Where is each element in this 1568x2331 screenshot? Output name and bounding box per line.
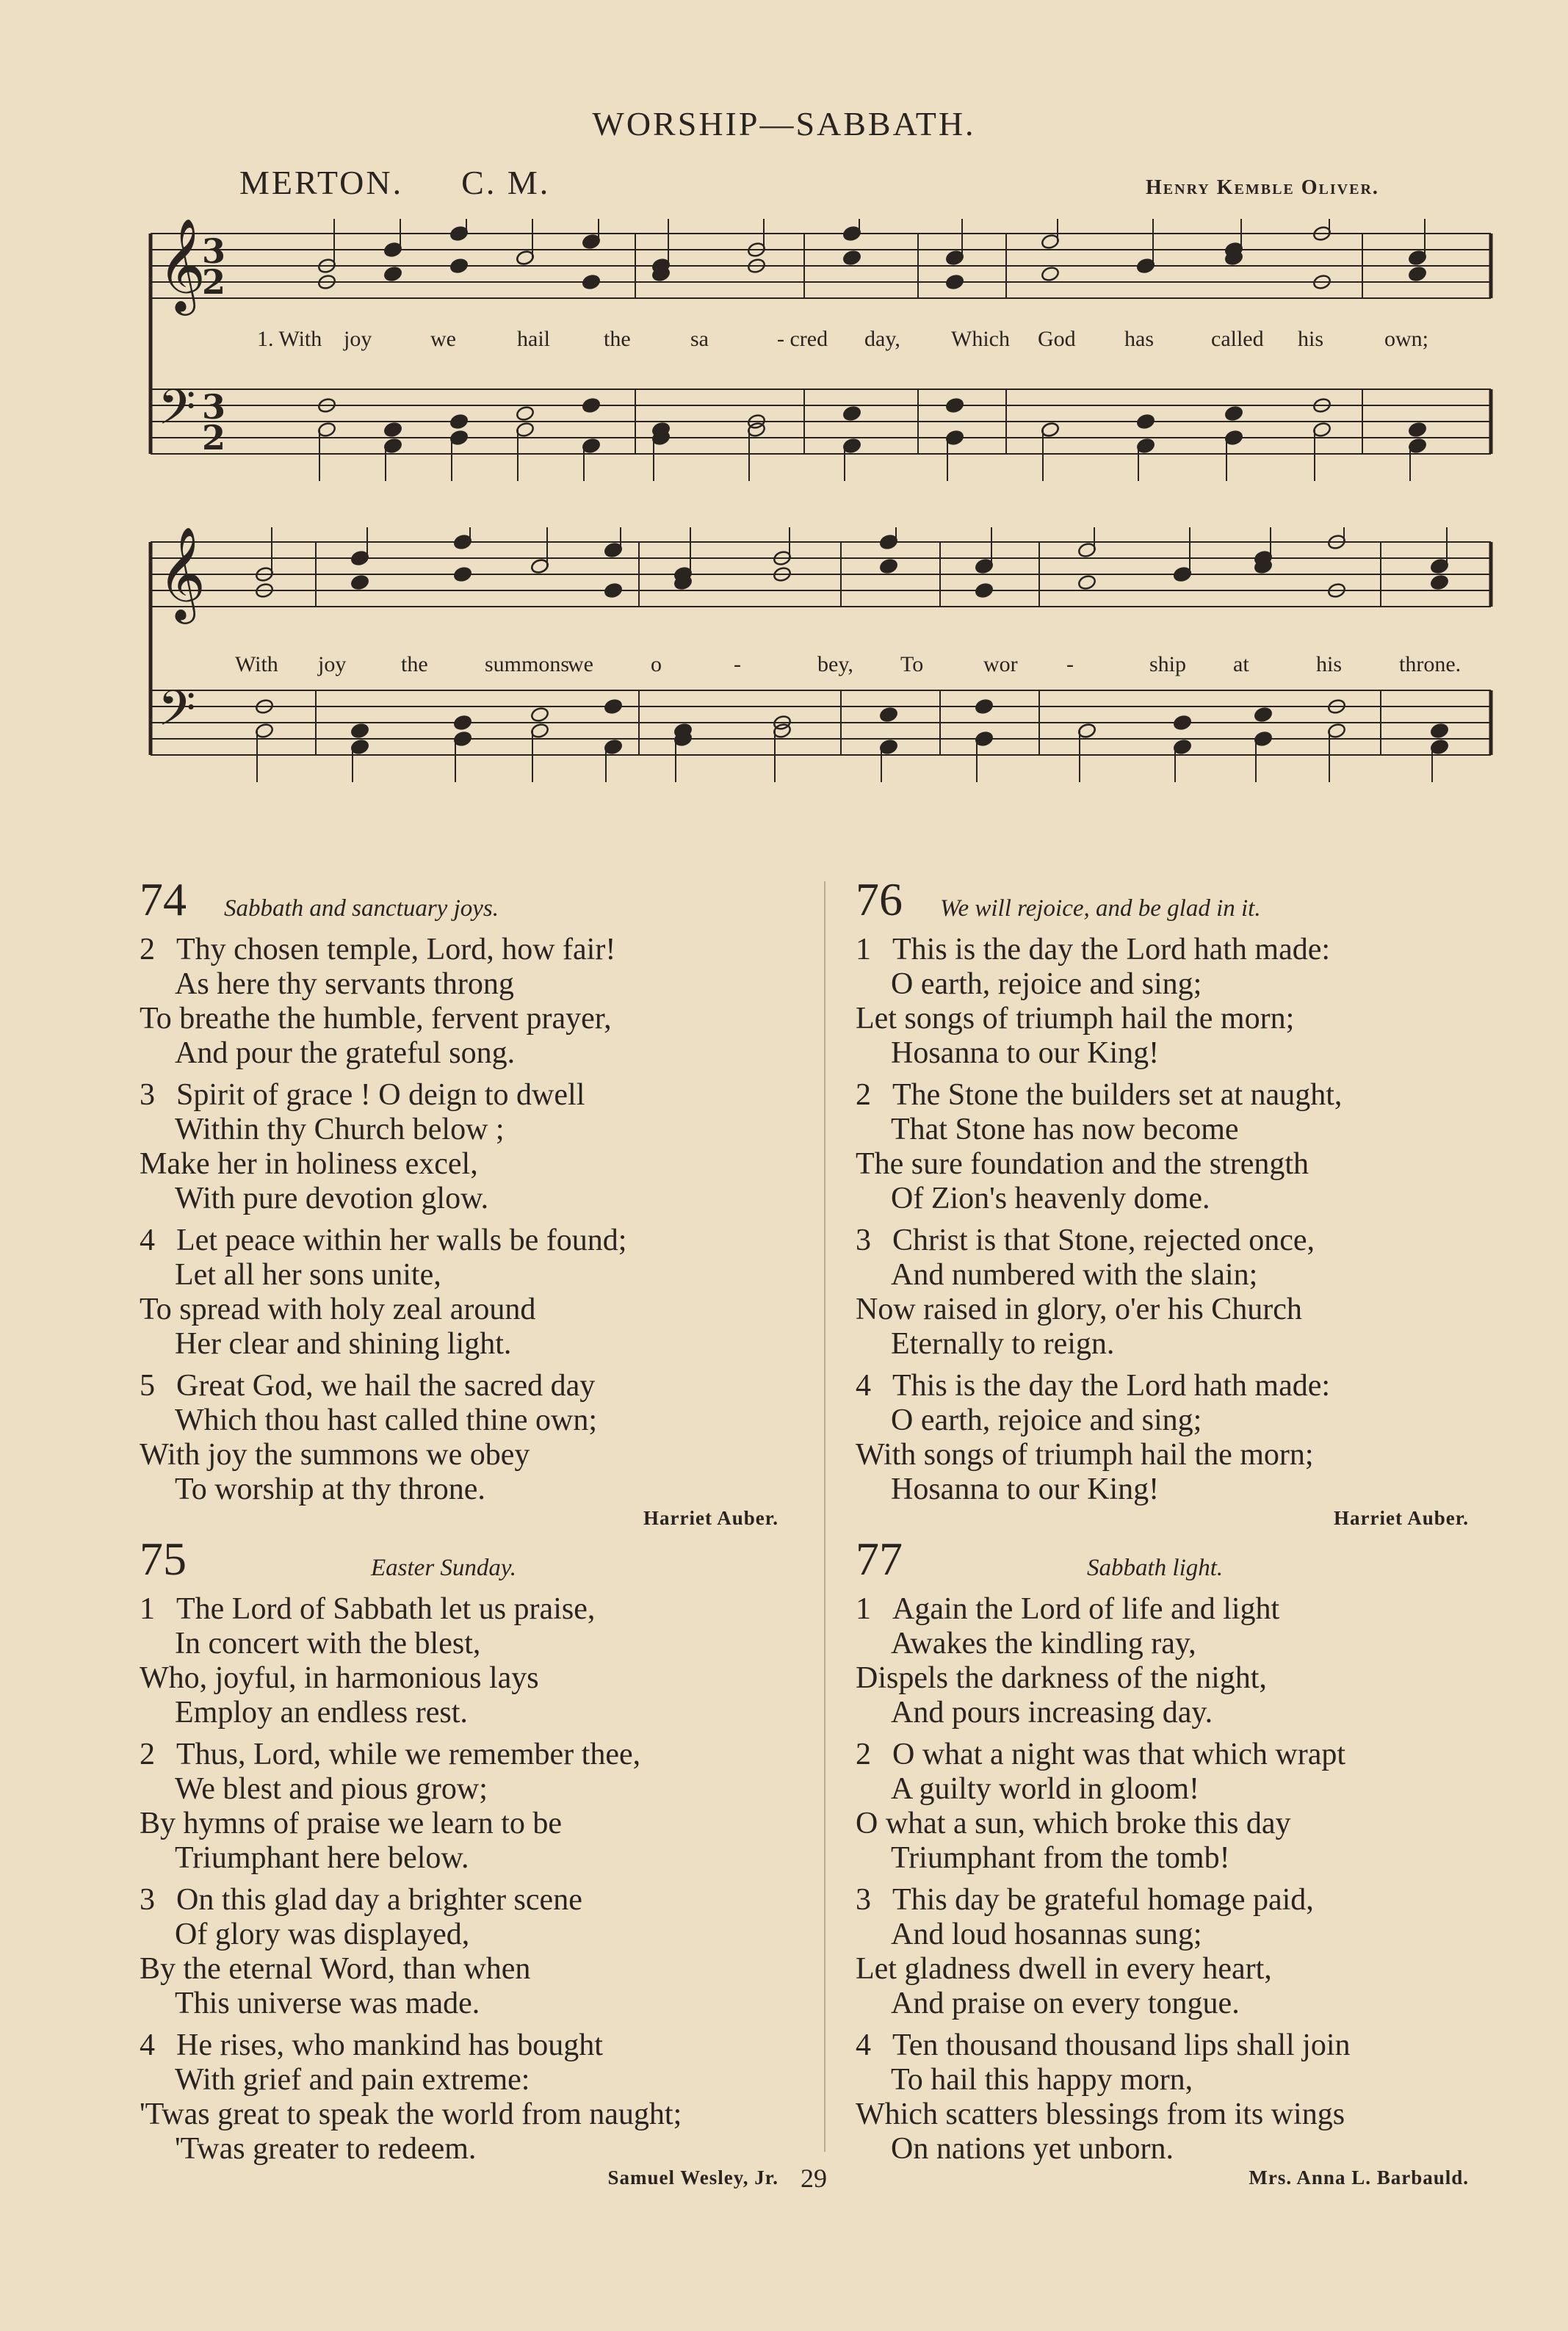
lyric-syllable: sa — [690, 327, 709, 351]
hymn-heading — [856, 1533, 1469, 1585]
lyric-syllable: - cred — [777, 327, 828, 351]
note-head — [453, 566, 472, 583]
lyric-syllable: called — [1211, 327, 1264, 351]
note-head — [945, 397, 964, 414]
verse-text: Her clear and shining light. — [175, 1327, 512, 1361]
hymn-number: 76 — [856, 873, 903, 925]
stanza — [856, 1883, 1469, 2021]
lyric-syllable: joy — [344, 327, 372, 351]
lyric-syllable: has — [1124, 327, 1154, 351]
stanza-number: 3 — [140, 1078, 155, 1112]
lyric-syllable: 1. With — [257, 327, 322, 351]
verse-line — [856, 1078, 1469, 1113]
verse-line — [140, 1883, 778, 1918]
stanza-number: 1 — [856, 933, 871, 966]
lyric-syllable: - — [734, 652, 741, 676]
verse-text: Awakes the kindling ray, — [891, 1627, 1196, 1660]
time-signature: 3 — [202, 387, 226, 427]
verse-text: Triumphant from the tomb! — [891, 1841, 1230, 1875]
hymn-author: Samuel Wesley, Jr. — [607, 2166, 778, 2189]
lyric-syllable: - — [1066, 652, 1074, 676]
stanza-number: 1 — [140, 1592, 155, 1626]
hymn-title: Sabbath and sanctuary joys. — [224, 895, 499, 922]
stanza-number: 4 — [140, 2028, 155, 2062]
note-head — [1408, 422, 1427, 438]
verse-text: This day be grateful homage paid, — [892, 1883, 1314, 1917]
verse-text: By hymns of praise we learn to be — [140, 1807, 563, 1840]
verse-line — [856, 967, 1469, 1002]
verse-line — [856, 1841, 1469, 1876]
hymn-number: 74 — [140, 873, 187, 925]
verse-line — [140, 2028, 778, 2063]
stanza — [140, 933, 778, 1071]
verse-line — [140, 1147, 778, 1182]
verse-line — [856, 2028, 1469, 2063]
verse-line — [856, 1002, 1469, 1036]
hymn-author: Harriet Auber. — [643, 1507, 778, 1529]
tune-title: MERTON. — [239, 164, 404, 201]
note-head — [582, 397, 601, 414]
verse-line — [856, 1807, 1469, 1841]
verse-line — [856, 1147, 1469, 1182]
time-signature: 2 — [202, 262, 226, 302]
hymn-title: We will rejoice, and be glad in it. — [940, 895, 1261, 922]
lyric-syllable: throne. — [1399, 652, 1462, 676]
stanza-number: 2 — [140, 933, 155, 966]
verse-text: With pure devotion glow. — [175, 1182, 489, 1215]
verse-line — [856, 1627, 1469, 1661]
lyric-syllable: joy — [318, 652, 347, 676]
note-head — [582, 274, 601, 291]
verse-line — [856, 1369, 1469, 1403]
verse-text: To hail this happy morn, — [891, 2063, 1193, 2097]
hymn-heading — [140, 1533, 778, 1585]
verse-line — [856, 1182, 1469, 1216]
verse-line — [140, 933, 778, 967]
verse-line — [140, 1987, 778, 2021]
verse-text: Of glory was displayed, — [175, 1918, 470, 1951]
note-head — [604, 698, 623, 715]
verse-text: He rises, who mankind has bought — [176, 2028, 603, 2062]
verse-line — [856, 1696, 1469, 1730]
verse-line — [856, 1883, 1469, 1918]
verse-text: That Stone has now become — [891, 1113, 1239, 1146]
verse-line — [140, 1293, 778, 1327]
note-head — [842, 250, 861, 267]
stanza-number: 3 — [140, 1883, 155, 1917]
lyric-syllable: own; — [1384, 327, 1428, 351]
verse-line — [140, 1002, 778, 1036]
hymn-74 — [140, 874, 778, 1529]
verse-text: And loud hosannas sung; — [891, 1918, 1202, 1951]
note-head — [842, 405, 861, 422]
verse-text: Hosanna to our King! — [891, 1472, 1160, 1506]
bass-clef-icon: 𝄢 — [158, 680, 196, 748]
note-head — [383, 266, 402, 283]
verse-line — [140, 1918, 778, 1952]
stanza — [856, 933, 1469, 1071]
page-number: 29 — [801, 2164, 827, 2193]
verse-line — [140, 967, 778, 1002]
verse-text: To breathe the humble, fervent prayer, — [140, 1002, 612, 1036]
verse-line — [140, 1841, 778, 1876]
stanza — [856, 2028, 1469, 2166]
verse-line — [856, 1772, 1469, 1807]
hymn-heading — [856, 874, 1469, 925]
verse-text: Of Zion's heavenly dome. — [891, 1182, 1210, 1215]
stanza — [856, 1078, 1469, 1216]
note-head — [879, 558, 898, 575]
lyric-syllable: his — [1316, 652, 1343, 676]
note-head — [945, 274, 964, 291]
verse-text: Let songs of triumph hail the morn; — [856, 1002, 1295, 1036]
lyric-syllable: bey, — [817, 652, 853, 676]
verse-text: Great God, we hail the sacred day — [176, 1369, 596, 1403]
stanza-number: 3 — [856, 1883, 871, 1917]
verse-text: By the eternal Word, than when — [140, 1952, 531, 1986]
lyric-syllable: day, — [864, 327, 900, 351]
verse-line — [856, 1918, 1469, 1952]
stanza — [140, 1883, 778, 2021]
verse-text: With grief and pain extreme: — [175, 2063, 530, 2097]
verse-line — [856, 1592, 1469, 1627]
hymn-author: Harriet Auber. — [1334, 1507, 1469, 1529]
lyric-syllable: his — [1298, 327, 1324, 351]
verse-text: Dispels the darkness of the night, — [856, 1661, 1267, 1695]
verse-text: The Stone the builders set at naught, — [892, 1078, 1343, 1112]
lyric-syllable: the — [604, 327, 631, 351]
verse-line — [140, 2097, 778, 2132]
note-head — [1430, 574, 1449, 591]
note-head — [1041, 266, 1060, 283]
verse-text: Let peace within her walls be found; — [176, 1224, 627, 1257]
verse-text: 'Twas great to speak the world from naught; — [140, 2097, 682, 2131]
column-divider — [824, 881, 825, 2152]
note-head — [1430, 723, 1449, 740]
verse-text: And praise on every tongue. — [891, 1987, 1240, 2020]
lyric-syllable: at — [1233, 652, 1249, 676]
verse-line — [140, 1224, 778, 1258]
note-head — [516, 405, 535, 422]
lyric-syllable: Which — [951, 327, 1010, 351]
note-head — [350, 723, 369, 740]
verse-line — [140, 2063, 778, 2097]
verse-text: Triumphant here below. — [175, 1841, 469, 1875]
verse-text: This is the day the Lord hath made: — [892, 1369, 1331, 1403]
verse-text: And numbered with the slain; — [891, 1258, 1258, 1292]
time-signature: 2 — [202, 418, 226, 458]
lyric-syllable: o — [651, 652, 662, 676]
note-head — [1224, 405, 1243, 422]
verse-text: This is the day the Lord hath made: — [892, 933, 1331, 966]
verse-line — [140, 1738, 778, 1772]
note-head — [975, 582, 994, 599]
verse-line — [140, 1696, 778, 1730]
hymn-76 — [856, 874, 1469, 1529]
stanza-number: 2 — [856, 1738, 871, 1771]
stanza-number: 4 — [856, 1369, 871, 1403]
verse-text: O earth, rejoice and sing; — [891, 967, 1202, 1001]
note-head — [975, 698, 994, 715]
note-head — [530, 706, 549, 723]
lyric-syllable: summons — [485, 652, 570, 676]
verse-text: Let all her sons unite, — [175, 1258, 441, 1292]
note-head — [453, 715, 472, 731]
verse-line — [856, 2063, 1469, 2097]
time-signature: 3 — [202, 231, 226, 271]
verse-text: A guilty world in gloom! — [891, 1772, 1199, 1806]
verse-text: Eternally to reign. — [891, 1327, 1115, 1361]
verse-text: O earth, rejoice and sing; — [891, 1403, 1202, 1437]
verse-text: The sure foundation and the strength — [856, 1147, 1309, 1181]
lyric-syllable: hail — [517, 327, 550, 351]
verse-line — [856, 1987, 1469, 2021]
note-head — [604, 582, 623, 599]
verse-line — [856, 2132, 1469, 2166]
music-score — [0, 0, 1568, 881]
verse-text: On nations yet unborn. — [891, 2132, 1174, 2166]
treble-clef-icon: 𝄞 — [158, 217, 206, 311]
verse-text: Thy chosen temple, Lord, how fair! — [176, 933, 616, 966]
note-head — [1077, 574, 1096, 591]
stanza — [140, 1224, 778, 1362]
verse-text: O what a night was that which wrapt — [892, 1738, 1346, 1771]
hymn-author: Mrs. Anna L. Barbauld. — [1249, 2166, 1469, 2189]
hymn-number: 75 — [140, 1533, 187, 1585]
verse-line — [140, 1036, 778, 1071]
note-head — [1136, 413, 1155, 430]
verse-text: On this glad day a brighter scene — [176, 1883, 582, 1917]
stanza — [140, 1738, 778, 1876]
stanza — [140, 1592, 778, 1730]
verse-line — [856, 1738, 1469, 1772]
verse-line — [856, 1403, 1469, 1438]
hymn-77 — [856, 1533, 1469, 2189]
verse-line — [856, 1472, 1469, 1507]
verse-text: To spread with holy zeal around — [140, 1293, 536, 1326]
verse-line — [856, 1113, 1469, 1147]
lyric-syllable: God — [1038, 327, 1076, 351]
verse-line — [140, 1772, 778, 1807]
verse-line — [140, 1369, 778, 1403]
lyric-syllable: wor — [983, 652, 1018, 676]
stanza-number: 2 — [140, 1738, 155, 1771]
hymn-title: Easter Sunday. — [371, 1555, 516, 1581]
stanza — [140, 1369, 778, 1507]
verse-text: Now raised in glory, o'er his Church — [856, 1293, 1302, 1326]
verse-line — [140, 1182, 778, 1216]
stanza — [856, 1224, 1469, 1362]
verse-text: With songs of triumph hail the morn; — [856, 1438, 1314, 1472]
verse-line — [140, 1592, 778, 1627]
note-head — [879, 706, 898, 723]
tune-meter: C. M. — [461, 164, 551, 201]
bass-clef-icon: 𝄢 — [158, 379, 196, 447]
stanza — [140, 1078, 778, 1216]
stanza-number: 1 — [856, 1592, 871, 1626]
verse-text: This universe was made. — [175, 1987, 480, 2020]
lyric-syllable: To — [900, 652, 924, 676]
verse-line — [856, 933, 1469, 967]
note-head — [449, 413, 469, 430]
verse-line — [140, 1661, 778, 1696]
hymn-heading — [140, 874, 778, 925]
verse-text: To worship at thy throne. — [175, 1472, 485, 1506]
lyric-syllable: we — [568, 652, 593, 676]
note-head — [449, 258, 469, 275]
verse-line — [140, 1327, 778, 1362]
verse-line — [140, 1472, 778, 1507]
verse-text: Ten thousand thousand lips shall join — [892, 2028, 1351, 2062]
verse-text: Within thy Church below ; — [175, 1113, 505, 1146]
verse-text: Employ an endless rest. — [175, 1696, 468, 1730]
stanza — [856, 1738, 1469, 1876]
note-head — [1173, 715, 1192, 731]
running-head: WORSHIP—SABBATH. — [592, 105, 976, 142]
verse-line — [856, 1327, 1469, 1362]
verse-text: Which thou hast called thine own; — [175, 1403, 598, 1437]
verse-text: The Lord of Sabbath let us praise, — [176, 1592, 596, 1626]
lyric-syllable: the — [401, 652, 428, 676]
note-head — [350, 574, 369, 591]
verse-text: Let gladness dwell in every heart, — [856, 1952, 1272, 1986]
verse-text: Spirit of grace ! O deign to dwell — [176, 1078, 585, 1112]
treble-clef-icon: 𝄞 — [158, 526, 206, 620]
stanza-number: 3 — [856, 1224, 871, 1257]
verse-text: And pours increasing day. — [891, 1696, 1213, 1730]
verse-line — [140, 1258, 778, 1293]
verse-line — [140, 2132, 778, 2166]
right-column — [856, 874, 1469, 2193]
verse-text: With joy the summons we obey — [140, 1438, 530, 1472]
note-head — [1408, 266, 1427, 283]
left-column — [140, 874, 778, 2193]
verse-text: In concert with the blest, — [175, 1627, 481, 1660]
lyric-syllable: With — [235, 652, 278, 676]
verse-line — [140, 1438, 778, 1472]
verse-line — [856, 1438, 1469, 1472]
tune-composer: Henry Kemble Oliver. — [1146, 176, 1379, 199]
stanza-number: 4 — [856, 2028, 871, 2062]
hymn-number: 77 — [856, 1533, 903, 1585]
verse-text: Christ is that Stone, rejected once, — [892, 1224, 1315, 1257]
verse-text: O what a sun, which broke this day — [856, 1807, 1291, 1840]
stanza — [856, 1592, 1469, 1730]
verse-text: As here thy servants throng — [175, 967, 514, 1001]
note-head — [1254, 706, 1273, 723]
verse-line — [856, 1224, 1469, 1258]
note-head — [383, 422, 402, 438]
verse-line — [140, 1403, 778, 1438]
verse-text: We blest and pious grow; — [175, 1772, 488, 1806]
verse-text: Again the Lord of life and light — [892, 1592, 1280, 1626]
verse-line — [140, 1807, 778, 1841]
lyric-syllable: ship — [1149, 652, 1187, 676]
stanza-number: 5 — [140, 1369, 155, 1403]
verse-text: Who, joyful, in harmonious lays — [140, 1661, 539, 1695]
stanza — [856, 1369, 1469, 1507]
verse-text: Which scatters blessings from its wings — [856, 2097, 1345, 2131]
verse-line — [856, 2097, 1469, 2132]
verse-text: And pour the grateful song. — [175, 1036, 516, 1070]
verse-line — [140, 1952, 778, 1987]
verse-line — [140, 1113, 778, 1147]
stanza — [140, 2028, 778, 2166]
stanza-number: 2 — [856, 1078, 871, 1112]
lyric-syllable: we — [430, 327, 456, 351]
verse-text: Make her in holiness excel, — [140, 1147, 478, 1181]
hymn-75 — [140, 1533, 778, 2189]
verse-line — [856, 1952, 1469, 1987]
verse-line — [140, 1627, 778, 1661]
verse-line — [856, 1036, 1469, 1071]
hymn-title: Sabbath light. — [1087, 1555, 1224, 1581]
verse-line — [856, 1293, 1469, 1327]
verse-text: Hosanna to our King! — [891, 1036, 1160, 1070]
verse-line — [856, 1258, 1469, 1293]
verse-line — [856, 1661, 1469, 1696]
stanza-number: 4 — [140, 1224, 155, 1257]
verse-line — [140, 1078, 778, 1113]
verse-text: 'Twas greater to redeem. — [175, 2132, 477, 2166]
verse-text: Thus, Lord, while we remember thee, — [176, 1738, 641, 1771]
